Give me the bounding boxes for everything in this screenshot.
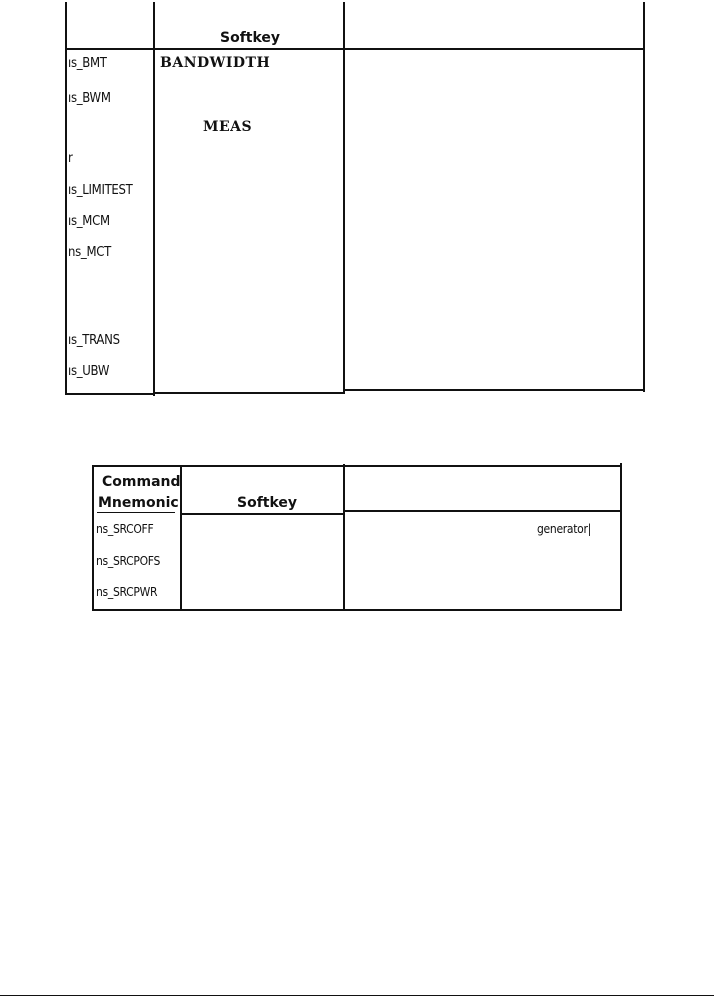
table-1-mnemonic: ıs_UBW: [68, 364, 110, 379]
table-2-mnemonic: ns_SRCPWR: [96, 585, 158, 599]
table-1-mnemonic: ıs_LIMITEST: [68, 183, 133, 198]
table-1-softkey-header: Softkey: [220, 30, 281, 46]
table-1-mnemonic: ıs_BMT: [68, 56, 107, 71]
table-2-left-border: [92, 465, 94, 610]
table-2-divider-2: [343, 464, 345, 610]
table-1-mnemonic: ıs_TRANS: [68, 333, 120, 348]
table-2-mnemonic: ns_SRCOFF: [96, 522, 154, 536]
table-2-right-border: [620, 463, 622, 610]
table-1-bottom-right-rule: [343, 389, 645, 391]
table-2-header-rule-mid: [180, 513, 345, 515]
table-1-mnemonic: r: [68, 151, 73, 166]
table-1-softkey: MEAS: [203, 119, 253, 135]
table-1-right-border: [643, 2, 645, 392]
table-1-mnemonic: ıs_MCM: [68, 214, 110, 229]
page-footer-rule: [0, 995, 714, 996]
table-2-top-rule: [92, 465, 622, 467]
table-2-command-header: Command: [102, 474, 181, 490]
table-1-left-border: [65, 2, 67, 393]
table-2-softkey-header: Softkey: [237, 495, 298, 511]
table-2-mnemonic-header: Mnemonic: [98, 495, 179, 511]
table-1-mnemonic: ns_MCT: [68, 245, 111, 260]
table-2-mnemonic-underline: [97, 512, 175, 513]
table-2-mnemonic: ns_SRCPOFS: [96, 554, 161, 568]
table-1-mnemonic: ıs_BWM: [68, 91, 111, 106]
table-2-header-rule-right: [343, 510, 622, 512]
table-1-divider-2: [343, 2, 345, 394]
table-1-divider-1: [153, 2, 155, 396]
table-1-header-rule: [65, 48, 645, 50]
table-1-bottom-left-rule: [65, 393, 155, 395]
table-2-description: generator|: [537, 522, 591, 536]
table-1-softkey: BANDWIDTH: [160, 55, 271, 71]
table-2-bottom-rule: [92, 609, 622, 611]
table-1-bottom-mid-rule: [153, 392, 345, 394]
